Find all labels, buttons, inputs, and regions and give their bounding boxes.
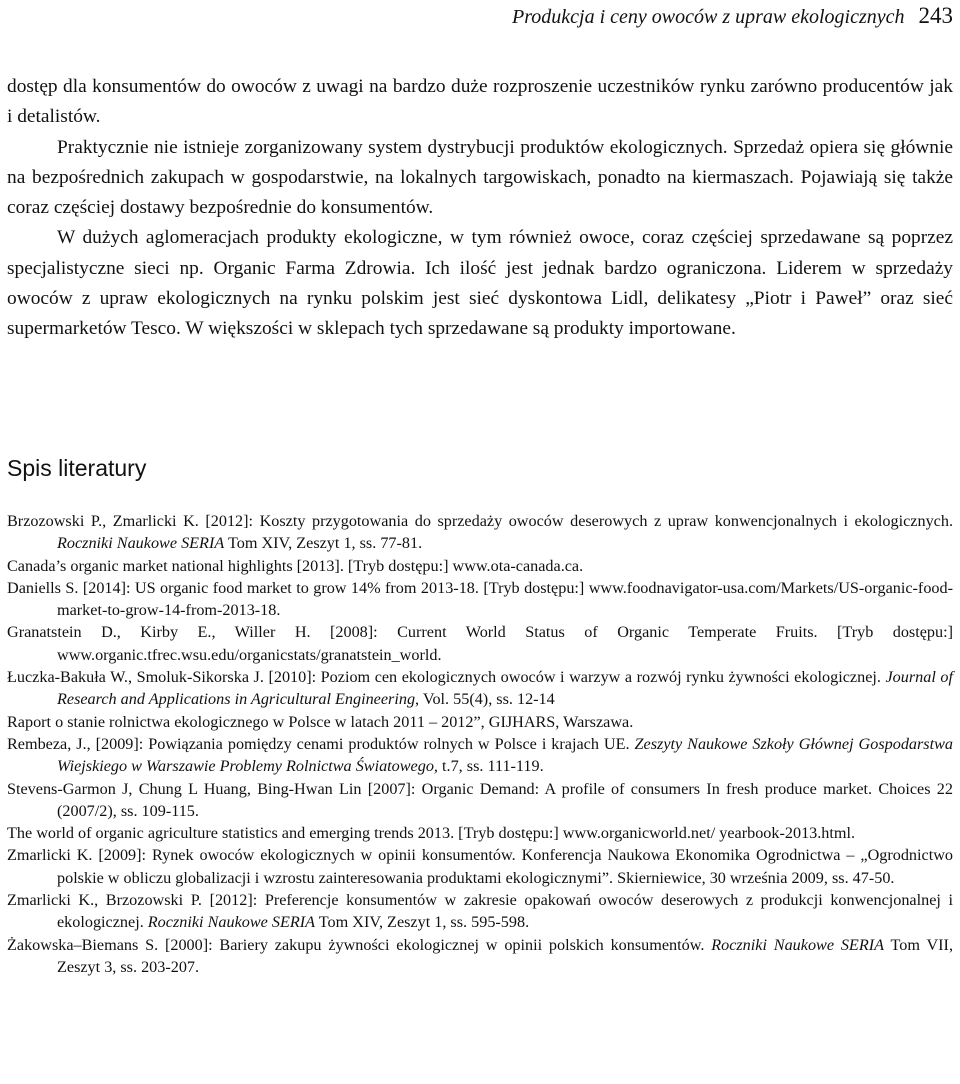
reference-text: The world of organic agriculture statistics and emerging trends 2013. [Tryb dostępu:] www.organicworld.net/ yearbook-2013.html. xyxy=(7,824,856,843)
reference-text: Zmarlicki K., Brzozowski P. [2012]: Preferencje konsumentów w zakresie opakowań owoców deserowych z produkcji konwencjonalnej i ekologicznej. xyxy=(7,891,953,932)
reference-details: Tom VII, Zeszyt 3, ss. 203-207. xyxy=(57,935,953,976)
body-text xyxy=(7,72,953,345)
reference-item xyxy=(7,711,953,733)
reference-journal: Roczniki Naukowe SERIA xyxy=(147,913,316,932)
reference-details: Tom XIV, Zeszyt 1, ss. 595-598. xyxy=(315,913,530,932)
reference-item xyxy=(7,555,953,577)
reference-item xyxy=(7,510,953,555)
running-header xyxy=(7,2,953,31)
reference-item xyxy=(7,934,953,979)
reference-item xyxy=(7,822,953,844)
paragraph: W dużych aglomeracjach produkty ekologiczne, w tym również owoce, coraz częściej sprzedawane są poprzez specjalistyczne sieci np. Organic Farma Zdrowia. Ich ilość jest jednak bardzo ograniczona. Liderem w sprzedaży owoców z upraw ekologicznych na rynku polskim jest sieć dyskontowa Lidl, delikatesy „Piotr i Paweł” oraz sieć supermarketów Tesco. W większości w sklepach tych sprzedawane są produkty importowane. xyxy=(7,227,953,340)
reference-journal: Zeszyty Naukowe Szkoły Głównej Gospodarstwa Wiejskiego w Warszawie Problemy Rolnictwa Światowego, xyxy=(57,734,953,776)
reference-item xyxy=(7,889,953,934)
reference-text: Daniells S. [2014]: US organic food market to grow 14% from 2013-18. [Tryb dostępu:] www.foodnavigator-usa.com/Markets/US-organic-food-market-to-grow-14-from-2013-18. xyxy=(7,578,953,620)
reference-item xyxy=(7,666,953,711)
reference-journal: Roczniki Naukowe SERIA xyxy=(711,935,884,954)
section-heading: Spis literatury xyxy=(7,455,147,481)
reference-text: Brzozowski P., Zmarlicki K. [2012]: Koszty przygotowania do sprzedaży owoców deserowych z upraw konwencjonalnych i ekologicznych. xyxy=(7,512,953,530)
paragraph: Praktycznie nie istnieje zorganizowany system dystrybucji produktów ekologicznych. Sprzedaż opiera się głównie na bezpośrednich zakupach w gospodarstwie, na lokalnych targowiskach, ponadto na kiermaszach. Pojawiają się także coraz częściej dostawy bezpośrednie do konsumentów. xyxy=(7,136,953,219)
reference-text: Granatstein D., Kirby E., Willer H. [2008]: Current World Status of Organic Temperate Fruits. [Tryb dostępu:] www.organic.tfrec.wsu.edu/organicstats/granatstein_world. xyxy=(7,623,953,664)
reference-text: Rembeza, J., [2009]: Powiązania pomiędzy cenami produktów rolnych w Polsce i krajach UE. xyxy=(7,734,635,753)
reference-text: Łuczka-Bakuła W., Smoluk-Sikorska J. [2010]: Poziom cen ekologicznych owoców i warzyw a rozwój rynku żywności ekologicznej. xyxy=(7,668,886,687)
reference-journal: Journal of Research and Applications in Agricultural Engineering xyxy=(57,668,953,709)
reference-item xyxy=(7,621,953,666)
reference-item xyxy=(7,844,953,889)
page-number: 243 xyxy=(918,3,953,28)
reference-text: Żakowska–Biemans S. [2000]: Bariery zakupu żywności ekologicznej w opinii polskich konsumentów. xyxy=(7,935,712,954)
reference-details: , Vol. 55(4), ss. 12-14 xyxy=(415,690,555,709)
reference-text: Raport o stanie rolnictwa ekologicznego w Polsce w latach 2011 – 2012”, GIJHARS, Warszawa. xyxy=(7,712,634,731)
reference-item xyxy=(7,733,953,778)
reference-text: Zmarlicki K. [2009]: Rynek owoców ekologicznych w opinii konsumentów. Konferencja Naukowa Ekonomika Ogrodnictwa – „Ogrodnictwo polskie w obliczu globalizacji i wzrostu zainteresowania produktami ekologicznymi”. Skierniewice, 30 września 2009, ss. 47-50. xyxy=(7,846,953,887)
reference-journal: Roczniki Naukowe SERIA xyxy=(57,534,225,553)
reference-details: Tom XIV, Zeszyt 1, ss. 77-81. xyxy=(224,534,423,553)
reference-text: Canada’s organic market national highlights [2013]. [Tryb dostępu:] www.ota-canada.ca. xyxy=(7,556,584,575)
reference-item xyxy=(7,778,953,823)
reference-text: Stevens-Garmon J, Chung L Huang, Bing-Hwan Lin [2007]: Organic Demand: A profile of consumers In fresh produce market. Choices 22 (2007/2), ss. 109-115. xyxy=(7,779,953,820)
reference-list xyxy=(7,510,953,978)
reference-details: t.7, ss. 111-119. xyxy=(437,757,544,776)
paragraph: dostęp dla konsumentów do owoców z uwagi na bardzo duże rozproszenie uczestników rynku zarówno producentów jak i detalistów. xyxy=(7,76,953,128)
running-title: Produkcja i ceny owoców z upraw ekologicznych xyxy=(512,6,905,28)
reference-item xyxy=(7,577,953,622)
